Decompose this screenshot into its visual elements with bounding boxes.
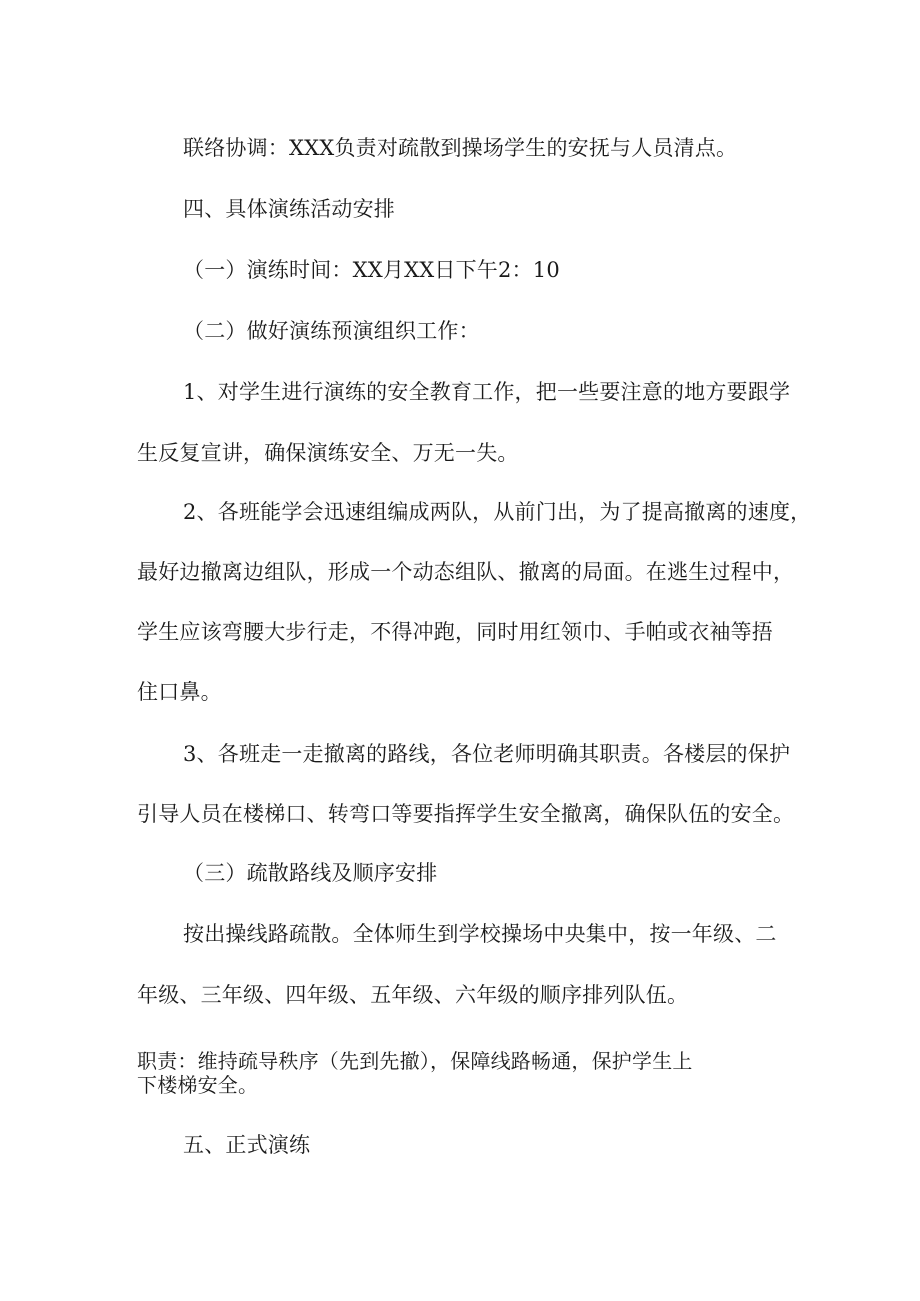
paragraph-duty-line-2: 下楼梯安全。 [137,1073,259,1097]
paragraph-item-3-line-2: 引导人员在楼梯口、转弯口等要指挥学生安全撤离，确保队伍的安全。 [137,802,795,826]
subsection-drill-time: （一）演练时间：XX月XX日下午2：10 [183,258,560,282]
paragraph-coordination: 联络协调：XXX负责对疏散到操场学生的安抚与人员清点。 [183,136,738,160]
paragraph-item-1-line-1: 1、对学生进行演练的安全教育工作，把一些要注意的地方要跟学 [183,380,791,404]
paragraph-item-2-line-4: 住口鼻。 [137,680,222,704]
subsection-evacuation-route: （三）疏散路线及顺序安排 [183,861,438,885]
paragraph-route-line-2: 年级、三年级、四年级、五年级、六年级的顺序排列队伍。 [137,983,689,1007]
paragraph-duty-line-1: 职责：维持疏导秩序（先到先撤），保障线路畅通，保护学生上 [137,1049,693,1073]
subsection-rehearsal: （二）做好演练预演组织工作： [183,319,480,343]
paragraph-item-3-line-1: 3、各班走一走撤离的路线，各位老师明确其职责。各楼层的保护 [183,742,791,766]
paragraph-item-2-line-1: 2、各班能学会迅速组编成两队，从前门出，为了提高撤离的速度， [183,500,812,524]
paragraph-item-2-line-2: 最好边撤离边组队，形成一个动态组队、撤离的局面。在逃生过程中， [137,560,795,584]
section-heading-4: 四、具体演练活动安排 [183,197,395,221]
paragraph-item-2-line-3: 学生应该弯腰大步行走，不得冲跑，同时用红领巾、手帕或衣袖等捂 [137,620,773,644]
paragraph-route-line-1: 按出操线路疏散。全体师生到学校操场中央集中，按一年级、二 [183,922,777,946]
paragraph-item-1-line-2: 生反复宣讲，确保演练安全、万无一失。 [137,441,519,465]
section-heading-5: 五、正式演练 [183,1133,311,1157]
